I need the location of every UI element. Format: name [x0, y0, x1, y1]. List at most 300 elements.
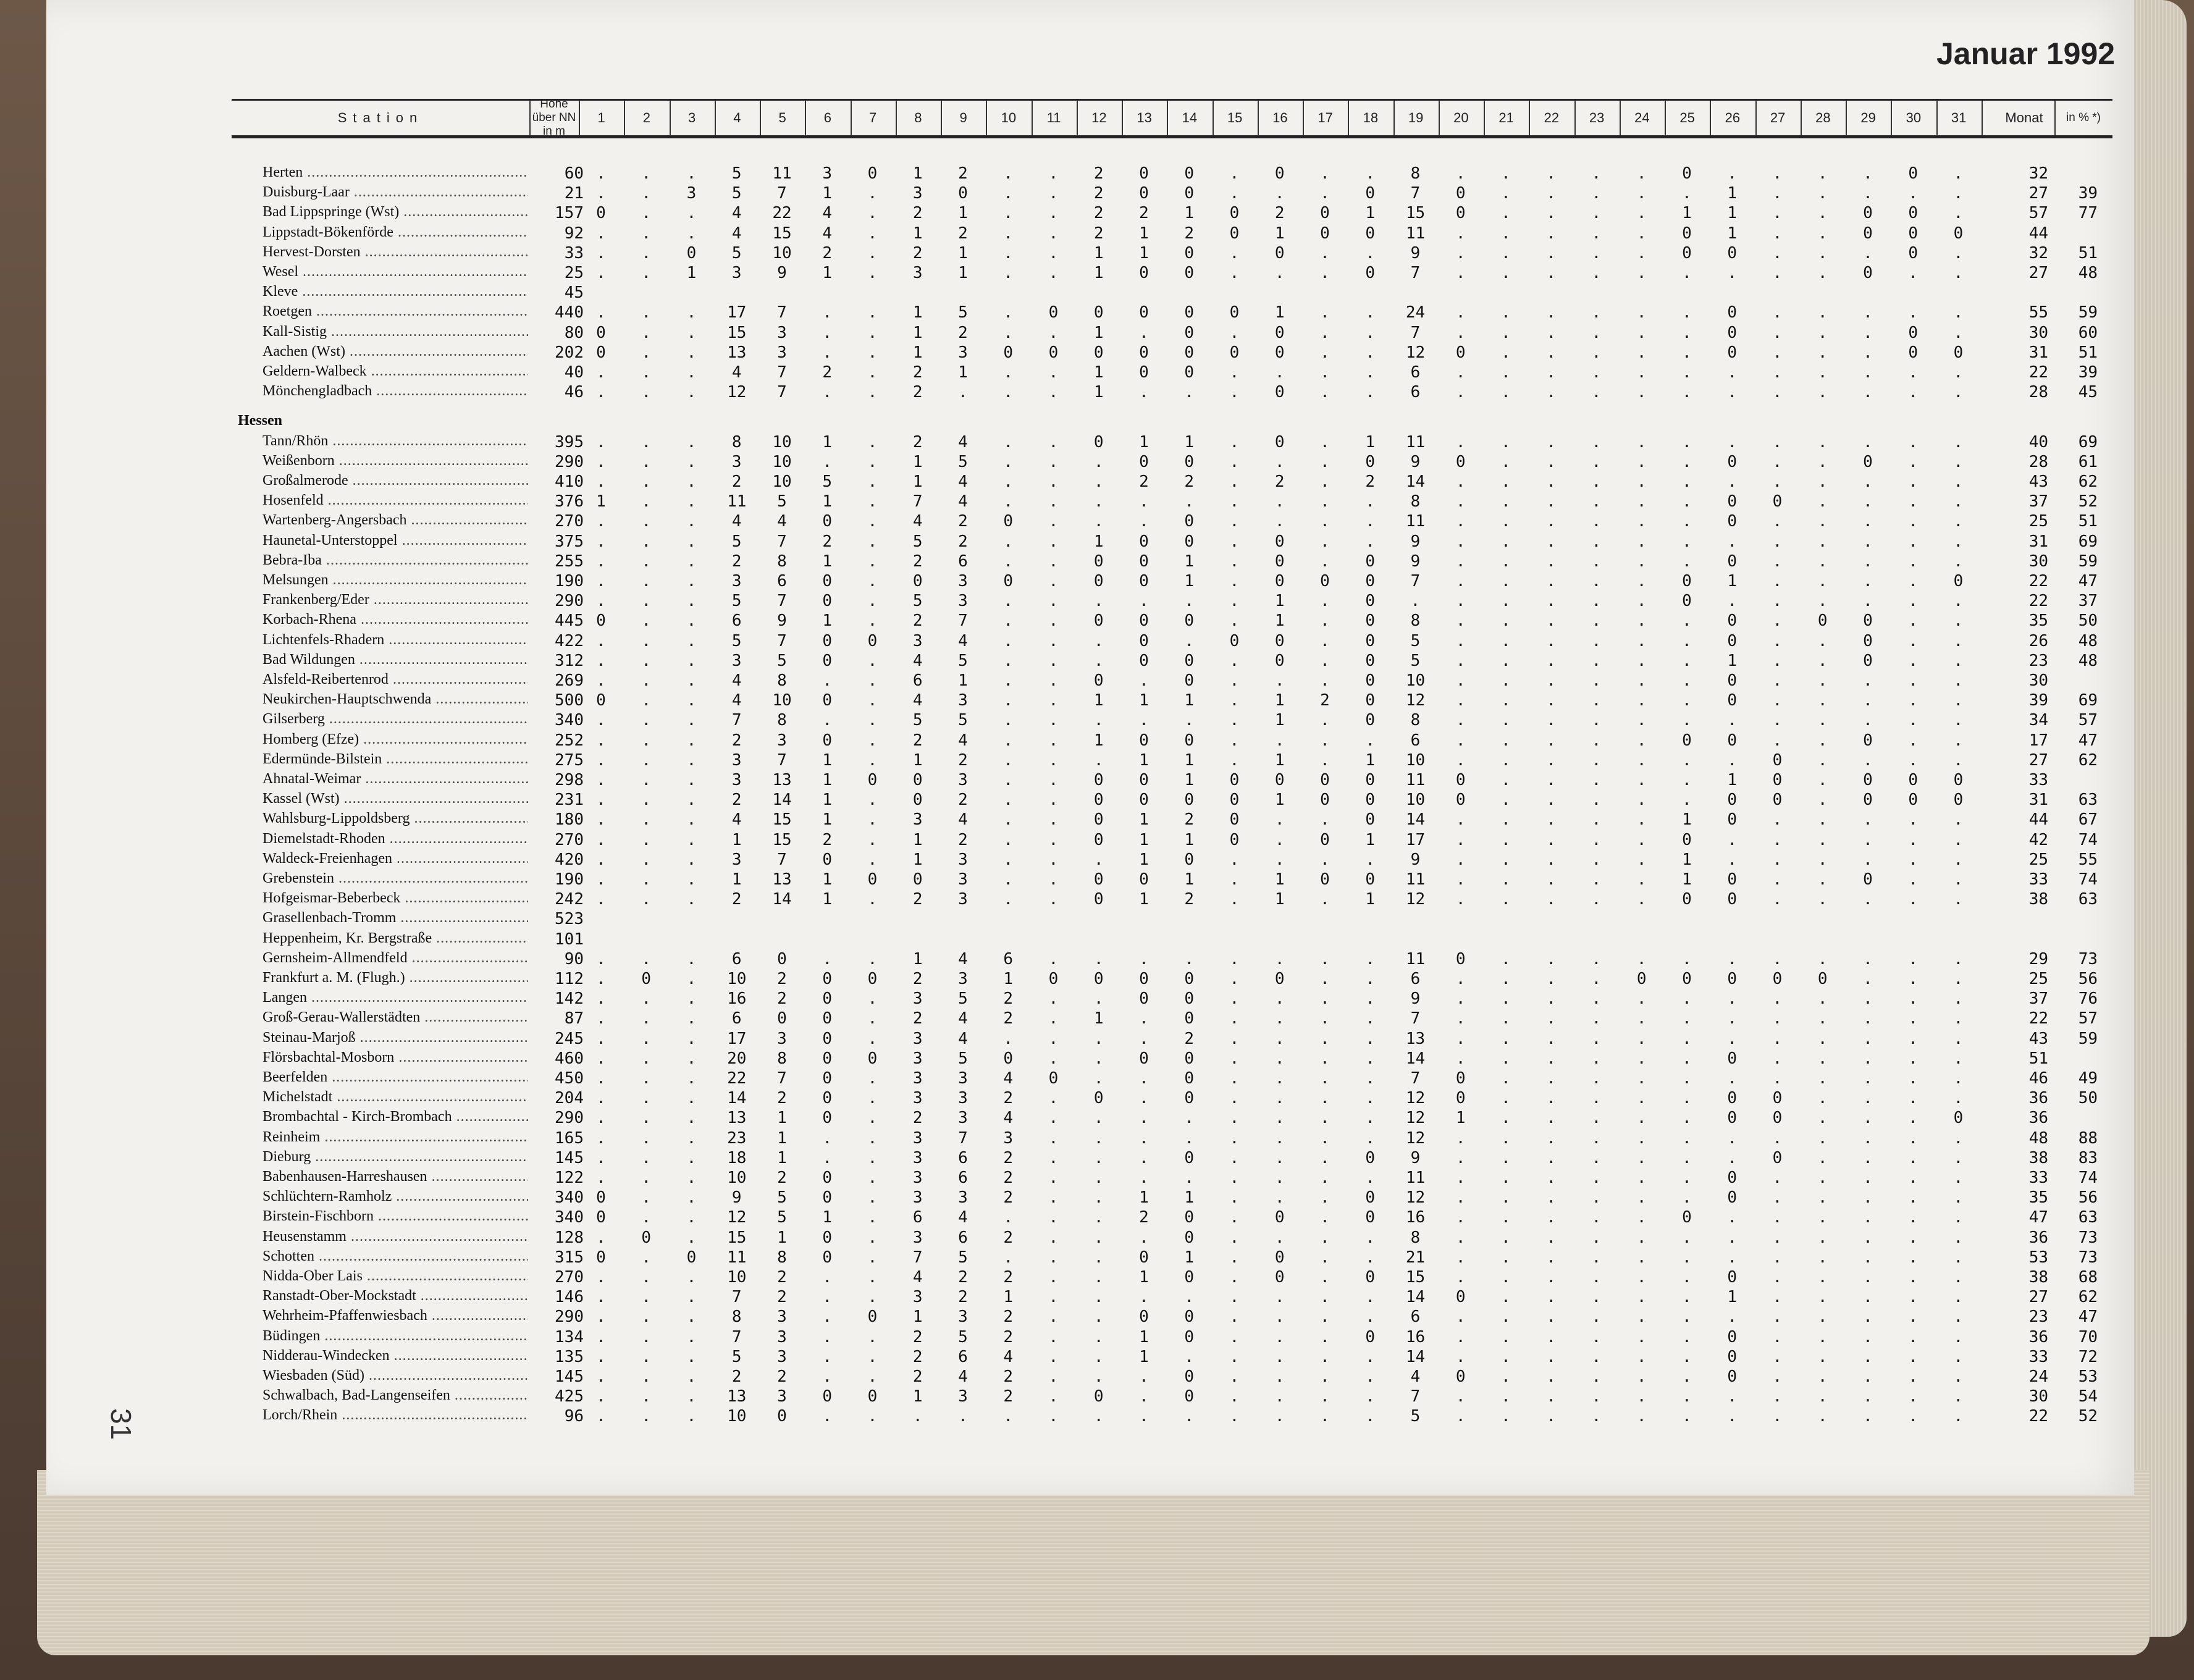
day-value: 0: [1274, 343, 1285, 362]
day-value: .: [1817, 1069, 1828, 1088]
day-value: .: [596, 1128, 606, 1148]
day-value: .: [1455, 1387, 1466, 1406]
header-day: 15: [1213, 101, 1259, 135]
day-value: 1: [912, 303, 923, 322]
day-value: .: [1048, 691, 1059, 710]
day-value: .: [1093, 512, 1104, 531]
day-value: .: [1817, 631, 1828, 650]
percent-value: 51: [2078, 512, 2098, 531]
station-name: Michelstadt .....: [263, 1089, 528, 1106]
day-value: .: [1908, 1367, 1919, 1386]
day-value: .: [1320, 1029, 1330, 1048]
day-value: 1: [912, 472, 923, 491]
header-day: 4: [715, 101, 761, 135]
day-value: 2: [958, 532, 968, 551]
day-value: 0: [1139, 970, 1149, 988]
day-value: .: [1682, 1009, 1692, 1028]
day-value: .: [912, 1407, 923, 1426]
percent-value: 67: [2078, 810, 2098, 830]
day-value: .: [1003, 532, 1014, 551]
day-value: .: [1229, 552, 1240, 571]
day-value: 0: [1863, 731, 1873, 750]
day-value: .: [1048, 1148, 1059, 1167]
header-day: 30: [1891, 101, 1937, 135]
day-value: .: [686, 592, 697, 611]
day-value: .: [1003, 771, 1014, 789]
station-altitude: 190: [555, 870, 584, 889]
day-value: .: [1139, 1029, 1149, 1048]
day-value: 3: [958, 1308, 968, 1327]
day-value: 0: [1727, 1367, 1738, 1386]
day-value: 5: [731, 532, 742, 551]
day-value: 0: [1727, 970, 1738, 988]
day-value: 0: [1455, 949, 1466, 968]
day-value: .: [1772, 1049, 1783, 1068]
month-value: 23: [2028, 651, 2048, 670]
day-value: 0: [1682, 224, 1692, 243]
station-altitude: 298: [555, 771, 584, 789]
day-value: 7: [777, 850, 787, 869]
station-altitude: 180: [555, 810, 584, 830]
day-value: .: [1093, 750, 1104, 770]
day-value: 10: [727, 970, 747, 988]
day-value: 0: [596, 1208, 606, 1227]
day-value: 1: [1093, 323, 1104, 342]
day-value: 0: [867, 771, 878, 789]
day-value: 1: [822, 611, 833, 631]
day-value: 0: [1365, 224, 1376, 243]
day-value: .: [596, 1367, 606, 1386]
day-value: 0: [1682, 592, 1692, 611]
day-value: .: [686, 383, 697, 402]
day-value: 6: [1410, 970, 1421, 988]
table-row: [46, 930, 2134, 950]
day-value: .: [1365, 1308, 1376, 1327]
day-value: 1: [1274, 691, 1285, 710]
day-value: .: [596, 949, 606, 968]
day-value: .: [867, 492, 878, 511]
day-value: 0: [1682, 970, 1692, 988]
day-value: 10: [1405, 750, 1426, 770]
day-value: 0: [1184, 731, 1195, 750]
day-value: 1: [1139, 691, 1149, 710]
day-value: 22: [772, 204, 792, 223]
day-value: .: [1455, 1347, 1466, 1366]
day-value: .: [1817, 1169, 1828, 1187]
day-value: 0: [1908, 791, 1919, 810]
day-value: 7: [1410, 264, 1421, 282]
day-value: 12: [727, 1208, 747, 1227]
station-name: Wiesbaden (Süd) .....: [263, 1367, 528, 1384]
day-value: .: [1591, 243, 1602, 262]
day-value: .: [641, 1029, 652, 1048]
station-altitude: 231: [555, 791, 584, 810]
day-value: .: [1636, 771, 1647, 789]
day-value: .: [1591, 1308, 1602, 1327]
day-value: .: [1365, 1248, 1376, 1267]
day-value: .: [1274, 989, 1285, 1009]
month-value: 53: [2028, 1248, 2048, 1267]
day-value: .: [1817, 850, 1828, 869]
day-value: .: [1772, 671, 1783, 690]
day-value: .: [686, 552, 697, 571]
day-value: 3: [912, 1288, 923, 1307]
day-value: 0: [1274, 970, 1285, 988]
day-value: .: [1139, 1148, 1149, 1167]
day-value: .: [1501, 1049, 1511, 1068]
day-value: .: [1908, 850, 1919, 869]
day-value: .: [1727, 989, 1738, 1009]
day-value: .: [1727, 1248, 1738, 1267]
day-value: .: [1274, 1109, 1285, 1128]
day-value: 0: [1048, 303, 1059, 322]
day-value: .: [1501, 1109, 1511, 1128]
table-row: [46, 831, 2134, 850]
day-value: .: [1591, 1148, 1602, 1167]
day-value: .: [867, 611, 878, 631]
day-value: 0: [1003, 512, 1014, 531]
day-value: .: [1863, 830, 1873, 849]
day-value: .: [1772, 323, 1783, 342]
day-value: .: [1320, 452, 1330, 471]
day-value: .: [1591, 1268, 1602, 1287]
station-altitude: 340: [555, 1208, 584, 1227]
month-value: 31: [2028, 532, 2048, 551]
day-value: .: [1682, 552, 1692, 571]
day-value: 0: [686, 243, 697, 262]
day-value: 2: [1139, 472, 1149, 491]
day-value: .: [1772, 532, 1783, 551]
day-value: 3: [731, 750, 742, 770]
day-value: .: [1953, 452, 1964, 471]
day-value: .: [1229, 1009, 1240, 1028]
day-value: .: [1003, 651, 1014, 670]
day-value: .: [1455, 1169, 1466, 1187]
day-value: 0: [822, 1009, 833, 1028]
day-value: 0: [1863, 771, 1873, 789]
header-day: 21: [1484, 101, 1530, 135]
day-value: 1: [958, 264, 968, 282]
day-value: .: [686, 1009, 697, 1028]
day-value: .: [1546, 1347, 1557, 1366]
day-value: .: [1546, 1308, 1557, 1327]
day-value: 1: [958, 671, 968, 690]
day-value: 10: [772, 691, 792, 710]
day-value: .: [1455, 432, 1466, 452]
header-day: 31: [1936, 101, 1983, 135]
station-name: Beerfelden .....: [263, 1069, 528, 1086]
day-value: .: [1591, 970, 1602, 988]
day-value: 0: [641, 1228, 652, 1247]
day-value: 0: [1365, 651, 1376, 670]
day-value: .: [867, 1009, 878, 1028]
day-value: .: [1320, 492, 1330, 511]
day-value: .: [1501, 432, 1511, 452]
day-value: .: [1455, 890, 1466, 909]
day-value: .: [1636, 791, 1647, 810]
station-name: Reinheim .....: [263, 1129, 528, 1146]
day-value: .: [641, 870, 652, 889]
day-value: 0: [1863, 651, 1873, 670]
station-name: Melsungen .....: [263, 572, 528, 589]
station-table-body: [46, 0, 2134, 1495]
day-value: 8: [731, 1308, 742, 1327]
day-value: .: [867, 343, 878, 362]
day-value: .: [1682, 184, 1692, 203]
station-name: Duisburg-Laar .....: [263, 184, 528, 201]
day-value: .: [1682, 363, 1692, 382]
day-value: .: [1908, 552, 1919, 571]
day-value: .: [1727, 850, 1738, 869]
day-value: 1: [1274, 750, 1285, 770]
day-value: 0: [1953, 572, 1964, 590]
day-value: 0: [1139, 989, 1149, 1009]
station-name: Diemelstadt-Rhoden .....: [263, 831, 528, 847]
day-value: .: [1953, 472, 1964, 491]
day-value: .: [686, 750, 697, 770]
day-value: .: [1727, 264, 1738, 282]
day-value: .: [1772, 343, 1783, 362]
station-name: Nidderau-Windecken .....: [263, 1348, 528, 1364]
day-value: .: [1636, 552, 1647, 571]
day-value: .: [1772, 592, 1783, 611]
day-value: 0: [1229, 830, 1240, 849]
day-value: .: [1817, 532, 1828, 551]
day-value: .: [1546, 492, 1557, 511]
day-value: .: [641, 671, 652, 690]
day-value: .: [1365, 1049, 1376, 1068]
day-value: .: [1636, 1228, 1647, 1247]
day-value: .: [686, 1268, 697, 1287]
day-value: .: [1365, 970, 1376, 988]
day-value: 1: [1682, 204, 1692, 223]
day-value: .: [1320, 1327, 1330, 1346]
day-value: 3: [912, 1069, 923, 1088]
day-value: .: [867, 989, 878, 1009]
day-value: 15: [727, 323, 747, 342]
day-value: 5: [958, 1327, 968, 1346]
day-value: .: [1501, 1288, 1511, 1307]
percent-value: 57: [2078, 711, 2098, 730]
day-value: .: [1048, 791, 1059, 810]
day-value: .: [1772, 1407, 1783, 1426]
day-value: .: [1772, 1069, 1783, 1088]
day-value: 0: [1365, 870, 1376, 889]
day-value: 2: [1184, 810, 1195, 830]
day-value: .: [1546, 1407, 1557, 1426]
day-value: .: [867, 890, 878, 909]
day-value: 0: [1953, 224, 1964, 243]
station-altitude: 425: [555, 1387, 584, 1406]
day-value: .: [1863, 850, 1873, 869]
day-value: .: [1591, 691, 1602, 710]
day-value: .: [641, 363, 652, 382]
station-name: Aachen (Wst) .....: [263, 343, 528, 360]
day-value: .: [1772, 830, 1783, 849]
day-value: .: [596, 243, 606, 262]
day-value: .: [1908, 1407, 1919, 1426]
day-value: .: [1546, 343, 1557, 362]
day-value: 0: [1365, 264, 1376, 282]
day-value: .: [1863, 472, 1873, 491]
day-value: .: [1591, 1367, 1602, 1386]
station-name: Hosenfeld .....: [263, 492, 528, 509]
day-value: .: [1908, 592, 1919, 611]
day-value: 1: [912, 1387, 923, 1406]
day-value: .: [867, 1288, 878, 1307]
day-value: 0: [1274, 1248, 1285, 1267]
day-value: .: [1274, 492, 1285, 511]
station-name: Hofgeismar-Beberbeck .....: [263, 890, 528, 907]
day-value: .: [1048, 204, 1059, 223]
day-value: .: [1817, 1268, 1828, 1287]
day-value: 0: [1365, 1208, 1376, 1227]
percent-value: 52: [2078, 492, 2098, 511]
month-value: 31: [2028, 791, 2048, 810]
day-value: .: [641, 1407, 652, 1426]
month-value: 57: [2028, 204, 2048, 223]
day-value: .: [1365, 1387, 1376, 1406]
day-value: 0: [1727, 1109, 1738, 1128]
day-value: 0: [1139, 164, 1149, 183]
day-value: 0: [1365, 671, 1376, 690]
day-value: 0: [1727, 691, 1738, 710]
station-name: Schlüchtern-Ramholz .....: [263, 1188, 528, 1205]
day-value: 1: [912, 830, 923, 849]
day-value: .: [1455, 243, 1466, 262]
day-value: .: [1953, 492, 1964, 511]
day-value: .: [1953, 830, 1964, 849]
day-value: 4: [1003, 1069, 1014, 1088]
day-value: .: [1003, 264, 1014, 282]
day-value: .: [596, 1089, 606, 1108]
day-value: .: [641, 1387, 652, 1406]
header-day: 27: [1755, 101, 1802, 135]
day-value: 0: [1184, 1148, 1195, 1167]
day-value: .: [867, 552, 878, 571]
day-value: .: [1501, 323, 1511, 342]
day-value: .: [1455, 611, 1466, 631]
day-value: .: [1320, 711, 1330, 730]
day-value: .: [1229, 731, 1240, 750]
day-value: 4: [912, 651, 923, 670]
day-value: .: [641, 890, 652, 909]
day-value: .: [1229, 711, 1240, 730]
day-value: 5: [958, 651, 968, 670]
day-value: .: [1591, 452, 1602, 471]
day-value: .: [1093, 1069, 1104, 1088]
day-value: .: [1139, 592, 1149, 611]
day-value: .: [686, 1308, 697, 1327]
day-value: 1: [1727, 651, 1738, 670]
day-value: 11: [772, 164, 792, 183]
day-value: 1: [912, 343, 923, 362]
day-value: .: [686, 810, 697, 830]
day-value: .: [1772, 810, 1783, 830]
day-value: 4: [731, 204, 742, 223]
day-value: .: [822, 671, 833, 690]
station-name: Wartenberg-Angersbach .....: [263, 512, 528, 529]
day-value: .: [1274, 184, 1285, 203]
day-value: .: [1636, 243, 1647, 262]
day-value: .: [1003, 303, 1014, 322]
day-value: .: [641, 691, 652, 710]
day-value: .: [1817, 890, 1828, 909]
station-name: Geldern-Walbeck .....: [263, 363, 528, 380]
day-value: 0: [1320, 791, 1330, 810]
day-value: 2: [777, 1288, 787, 1307]
day-value: .: [1229, 243, 1240, 262]
day-value: 10: [772, 432, 792, 452]
day-value: .: [1636, 1248, 1647, 1267]
day-value: 0: [1455, 204, 1466, 223]
table-row: [46, 1328, 2134, 1348]
day-value: 10: [772, 452, 792, 471]
day-value: 0: [1727, 671, 1738, 690]
day-value: .: [686, 850, 697, 869]
day-value: .: [1229, 1069, 1240, 1088]
day-value: .: [641, 572, 652, 590]
day-value: .: [1229, 1089, 1240, 1108]
day-value: .: [1591, 651, 1602, 670]
percent-value: 53: [2078, 1367, 2098, 1386]
day-value: .: [1048, 224, 1059, 243]
month-value: 22: [2028, 572, 2048, 590]
day-value: 6: [731, 611, 742, 631]
day-value: .: [1953, 711, 1964, 730]
table-row: [46, 671, 2134, 691]
day-value: 2: [912, 611, 923, 631]
day-value: .: [867, 264, 878, 282]
table-row: [46, 433, 2134, 453]
day-value: 0: [1817, 611, 1828, 631]
month-value: 47: [2028, 1208, 2048, 1227]
day-value: 0: [912, 572, 923, 590]
day-value: 0: [1365, 1268, 1376, 1287]
day-value: .: [1863, 492, 1873, 511]
day-value: .: [686, 323, 697, 342]
day-value: .: [1682, 1288, 1692, 1307]
day-value: .: [1184, 631, 1195, 650]
day-value: 0: [1184, 850, 1195, 869]
day-value: .: [1365, 243, 1376, 262]
month-value: 23: [2028, 1308, 2048, 1327]
day-value: .: [686, 1188, 697, 1208]
day-value: .: [596, 711, 606, 730]
day-value: 9: [1410, 989, 1421, 1009]
day-value: .: [596, 1347, 606, 1366]
day-value: .: [1591, 323, 1602, 342]
day-value: 1: [1682, 850, 1692, 869]
day-value: 0: [1184, 1069, 1195, 1088]
day-value: 0: [1727, 1169, 1738, 1187]
table-row: [46, 1268, 2134, 1288]
day-value: 7: [1410, 1069, 1421, 1088]
day-value: .: [686, 671, 697, 690]
day-value: 0: [1727, 512, 1738, 531]
day-value: .: [1546, 1069, 1557, 1088]
day-value: .: [1908, 1069, 1919, 1088]
day-value: .: [596, 1009, 606, 1028]
day-value: 0: [1772, 1148, 1783, 1167]
day-value: .: [1546, 711, 1557, 730]
percent-value: 48: [2078, 631, 2098, 650]
day-value: 0: [867, 1308, 878, 1327]
day-value: .: [1274, 452, 1285, 471]
day-value: .: [1817, 472, 1828, 491]
day-value: .: [1048, 323, 1059, 342]
day-value: .: [641, 323, 652, 342]
